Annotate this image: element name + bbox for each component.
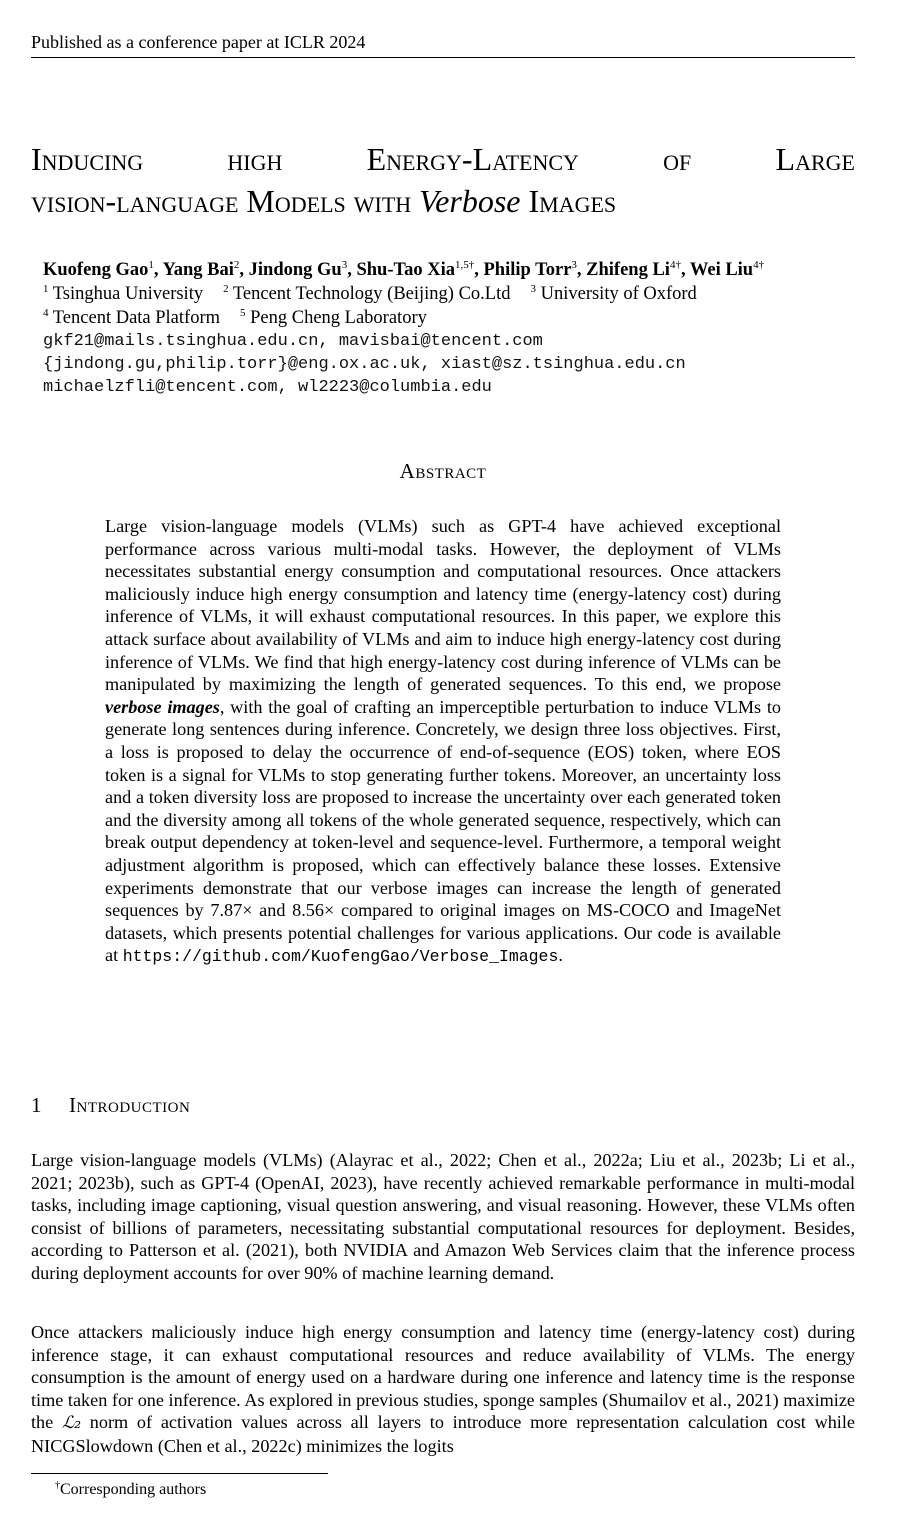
header-rule [31, 57, 855, 58]
footnote-text: Corresponding authors [60, 1481, 207, 1498]
email-line-2: {jindong.gu,philip.torr}@eng.ox.ac.uk, xiast@sz.tsinghua.edu.cn [43, 355, 686, 374]
email-line-1: gkf21@mails.tsinghua.edu.cn, mavisbai@tencent.com [43, 332, 543, 351]
code-url-link[interactable]: https://github.com/KuofengGao/Verbose_Images [122, 947, 559, 967]
section-number: 1 [31, 1093, 42, 1117]
affiliation-name: University of Oxford [540, 284, 697, 304]
running-header: Published as a conference paper at ICLR 2024 [31, 32, 366, 52]
abstract-text-end: . [558, 945, 563, 966]
intro-paragraph-2 [31, 1321, 855, 1458]
email-line-3: michaelzfli@tencent.com, wl2223@columbia.edu [43, 378, 492, 397]
affiliations-line-2 [43, 306, 873, 330]
author-affiliation-mark: 1,5† [455, 259, 475, 271]
affiliation-mark: 3 [530, 283, 536, 295]
author-name: Shu-Tao Xia [356, 260, 455, 280]
affiliation-name: Tsinghua University [52, 284, 204, 304]
author-affiliation-mark: 4† [669, 259, 681, 271]
author-affiliation-mark: 2 [233, 259, 240, 271]
affiliation-name: Tencent Data Platform [52, 308, 220, 328]
abstract-keyword: verbose images [105, 696, 220, 717]
author-name: Zhifeng Li [586, 260, 670, 280]
affiliations-line-1 [43, 282, 873, 306]
author-name: Wei Liu [689, 260, 754, 280]
author-affiliation-mark: 1 [148, 259, 154, 271]
footnote-rule [31, 1473, 328, 1474]
footnote [55, 1480, 206, 1500]
abstract-heading: Abstract [399, 459, 487, 483]
abstract-body [105, 515, 781, 969]
title-emphasis: Verbose [419, 183, 521, 219]
affiliation-mark: 2 [223, 283, 229, 295]
author-affiliation-mark: 4† [753, 259, 765, 271]
author-list: Kuofeng Gao$^1$, Yang Bai$^2$, Jindong Gu$^3$, Shu-Tao Xia$^{1,5\dagger}$, Philip Torr$^3$, Zhifeng $Li^{4\dagger}$, Wei Liu$^{4\dagger}$ [43, 259, 765, 280]
l2-norm-symbol: ℒ₂ [61, 1413, 82, 1434]
footnote-mark: † [55, 1480, 60, 1491]
affiliation-mark: 1 [43, 283, 49, 295]
affiliation-name: Peng Cheng Laboratory [250, 308, 427, 328]
title-line-2 [31, 180, 855, 222]
title-line-2-pre: vision-language Models with [31, 183, 420, 219]
author-name: Kuofeng Gao [43, 260, 149, 280]
author-name: Philip Torr [483, 260, 572, 280]
section-title: Introduction [69, 1093, 191, 1117]
affiliation-mark: 4 [43, 307, 49, 319]
author-affiliation-mark: 3 [341, 259, 348, 271]
affiliation-name: Tencent Technology (Beijing) Co.Ltd [232, 284, 511, 304]
intro-paragraph-2-text-b: norm of activation values across all layers to introduce more representation calculation cost while NICGSlowdown (Chen et al., 2022c) minimizes the logits [31, 1412, 855, 1456]
title-line-2-post: Images [520, 183, 617, 219]
intro-paragraph-1: Large vision-language models (VLMs) (Alayrac et al., 2022; Chen et al., 2022a; Liu et al., 2023b; Li et al., 2021; 2023b), such as GPT-4 (OpenAI, 2023), have recently achieved remarkable performance in multi-modal tasks, including image captioning, visual question answering, and visual reasoning. However, these VLMs often consist of billions of parameters, necessitating substantial computational resources for deployment. Besides, according to Patterson et al. (2021), both NVIDIA and Amazon Web Services claim that the inference process during deployment accounts for over 90% of machine learning demand. [31, 1150, 855, 1283]
paper-title [31, 138, 855, 222]
author-name: Jindong Gu [248, 260, 342, 280]
author-name: Yang Bai [162, 260, 234, 280]
section-heading-introduction [31, 1092, 190, 1118]
affiliation-mark: 5 [240, 307, 246, 319]
intro-paragraph-2-text-a: Once attackers maliciously induce high energy consumption and latency time (energy-latency cost) during inference stage, it can exhaust computational resources and reduce availability of VLMs. The energy consumption is the amount of energy used on a hardware during one inference and latency time is the response time taken for one inference. As explored in previous studies, sponge samples (Shumailov et al., 2021) maximize the [31, 1322, 855, 1433]
author-affiliation-mark: 3 [571, 259, 577, 271]
abstract-text-1: Large vision-language models (VLMs) such as GPT-4 have achieved exceptional performance across various multi-modal tasks. However, the deployment of VLMs necessitates substantial energy consumption and computational resources. Once attackers maliciously induce high energy consumption and latency time (energy-latency cost) during inference of VLMs, it will exhaust computational resources. In this paper, we explore this attack surface about availability of VLMs and aim to induce high energy-latency cost during inference of VLMs. We find that high energy-latency cost during inference of VLMs can be manipulated by maximizing the length of generated sequences. To this end, we propose [105, 516, 781, 695]
title-line-1: Inducing high Energy-Latency of Large [31, 141, 855, 177]
abstract-text-2: , with the goal of crafting an imperceptible perturbation to induce VLMs to generate long sentences during inference. Concretely, we design three loss objectives. First, a loss is proposed to delay the occurrence of end-of-sequence (EOS) token, where EOS token is a signal for VLMs to stop generating further tokens. Moreover, an uncertainty loss and a token diversity loss are proposed to increase the uncertainty over each generated token and the diversity among all tokens of the whole generated sequence, respectively, which can break output dependency at token-level and sequence-level. Furthermore, a temporal weight adjustment algorithm is proposed, which can effectively balance these losses. Extensive experiments demonstrate that our verbose images can increase the length of generated sequences by 7.87× and 8.56× compared to original images on MS-COCO and ImageNet datasets, which presents potential challenges for various applications. Our code is available at [105, 696, 781, 966]
